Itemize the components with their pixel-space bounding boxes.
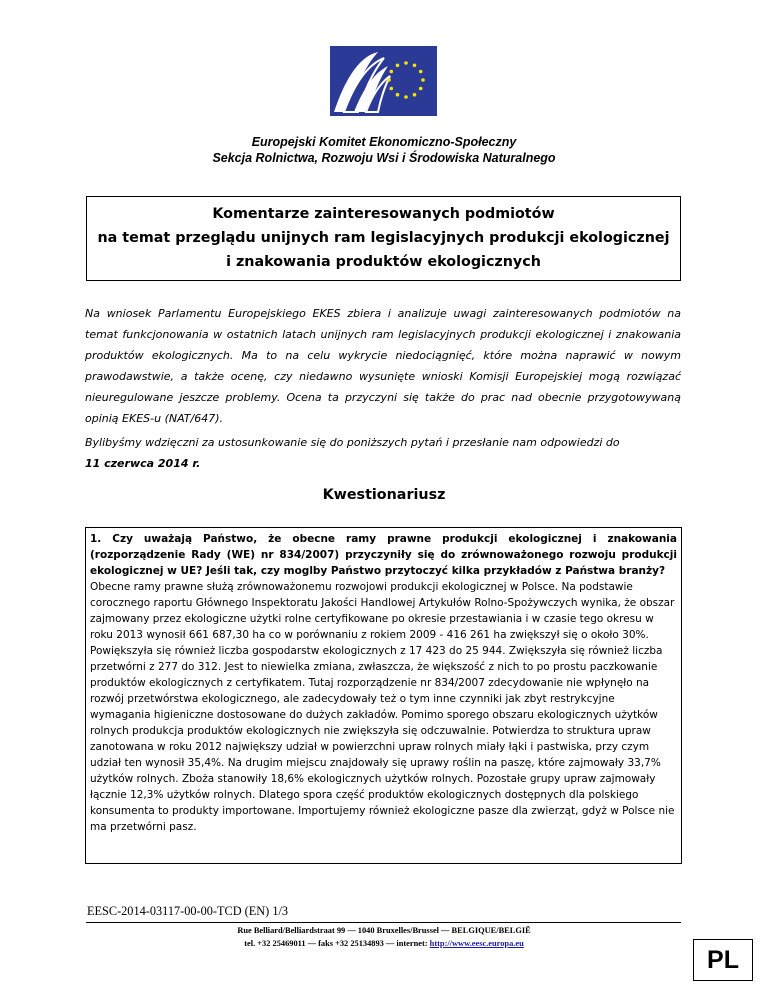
eu-star-icon <box>419 70 423 74</box>
language-badge: PL <box>693 939 753 981</box>
website-link[interactable]: http://www.eesc.europa.eu <box>429 939 524 948</box>
title-line-3: i znakowania produktów ekologicznych <box>226 254 541 270</box>
deadline-date: 11 czerwca 2014 r. <box>85 457 201 470</box>
eesc-logo <box>330 46 437 116</box>
contact-numbers: tel. +32 25469011 — faks +32 25134893 — internet: <box>244 939 428 948</box>
eu-star-icon <box>396 64 400 68</box>
eu-star-icon <box>413 93 417 97</box>
eu-star-icon <box>421 78 425 82</box>
title-line-2: na temat przeglądu unijnych ram legislacyjnych produkcji ekologicznej <box>97 230 670 246</box>
eu-star-icon <box>404 95 408 99</box>
intro-paragraph: Na wniosek Parlamentu Europejskiego EKES zbiera i analizuje uwagi zainteresowanych podmiotów na temat funkcjonowania w ostatnich latach unijnych ram legislacyjnych produkcji ekologicznej i znakowania produktów ekologicznych. Ma to na celu wykrycie niedociągnięć, które można naprawić w nowym prawodawstwie, a także ocenę, czy niedawno wysunięte wnioski Komisji Europejskiej mogą rozwiązać nieuregulowane jeszcze problemy. Ocena ta przyczyni się także do prac nad obecnie przygotowywaną opinią EKES-u (NAT/647). <box>85 307 681 425</box>
response-request-paragraph <box>85 432 681 474</box>
section-name: Sekcja Rolnictwa, Rozwoju Wsi i Środowiska Naturalnego <box>212 151 556 165</box>
postal-address: Rue Belliard/Belliardstraat 99 — 1040 Bruxelles/Brussel — BELGIQUE/BELGIË <box>237 926 531 935</box>
organization-name: Europejski Komitet Ekonomiczno-Społeczny <box>251 135 517 149</box>
eu-star-icon <box>390 70 394 74</box>
question-1: 1. Czy uważają Państwo, że obecne ramy prawne produkcji ekologicznej i znakowania (rozporządzenie Rady (WE) nr 834/2007) przyczyniły się do zrównoważonego rozwoju produkcji ekologicznej w UE? Jeśli tak, czy moglby Państwo przytoczyć kilka przykładów z Państwa branży? <box>90 533 677 577</box>
answer-1: Obecne ramy prawne służą zrównoważonemu rozwojowi produkcji ekologicznej w Polsce. Na podstawie corocznego raportu Głównego Inspektoratu Jakości Handlowej Artykułów Rolno-Spożywczych wynika, że obszar zajmowany przez ekologiczne użytki rolne certyfikowane po okresie przestawiania i w czasie tego okresu w roku 2013 wynosił 661 687,30 ha co w porównaniu z rokiem 2009 - 416 261 ha zwiększył się o około 30%. Powiększyła się również liczba gospodarstw ekologicznych z 17 423 do 25 944. Zwiększyła się również liczba przetwórni z 277 do 312. Jest to niewielka zmiana, zwłaszcza, że większość z nich to po prostu paczkowanie produktów ekologicznych z certyfikatem. Tutaj rozporządzenie nr 834/2007 zdecydowanie nie wpłynęło na rozwój przetwórstwa ekologicznego, ale zadecydowały też o tym inne czynniki jak zbyt restrykcyjne wymagania higieniczne dostosowane do dużych zakładów. Pomimo sporego obszaru ekologicznych użytków rolnych produkcja produktów ekologicznych nie zwiększyła się odczuwalnie. Potwierdza to struktura upraw zanotowana w roku 2012 największy udział w powierzchni upraw rolnych miały łąki i pastwiska, przy czym udział ten wynosił 35,4%. Na drugim miejscu znajdowały się uprawy roślin na paszę, które zajmowały 33,7% użytków rolnych. Zboża stanowiły 18,6% ekologicznych użytków rolnych. Pozostałe grupy upraw zajmowały łącznie 12,3% użytków rolnych. Dlatego spora część produktów ekologicznych dostępnych dla polskiego konsumenta to produkty importowane. Importujemy również ekologiczne pasze dla zwierząt, gdyż w Polsce nie ma przetwórni pasz. <box>90 581 675 833</box>
eu-star-icon <box>413 64 417 68</box>
question-box-1 <box>85 527 682 864</box>
eu-star-icon <box>404 61 408 65</box>
document-title <box>86 196 681 281</box>
eu-star-icon <box>387 78 391 82</box>
eu-star-icon <box>396 93 400 97</box>
questionnaire-heading: Kwestionariusz <box>322 487 446 503</box>
eu-star-icon <box>390 87 394 91</box>
eu-star-icon <box>419 87 423 91</box>
footer-divider <box>86 922 681 923</box>
title-line-1: Komentarze zainteresowanych podmiotów <box>212 206 555 222</box>
response-request-text: Bylibyśmy wdzięczni za ustosunkowanie się do poniższych pytań i przesłanie nam odpowiedzi do <box>85 436 620 449</box>
contact-line <box>0 939 768 948</box>
document-reference: EESC-2014-03117-00-00-TCD (EN) 1/3 <box>87 904 289 918</box>
